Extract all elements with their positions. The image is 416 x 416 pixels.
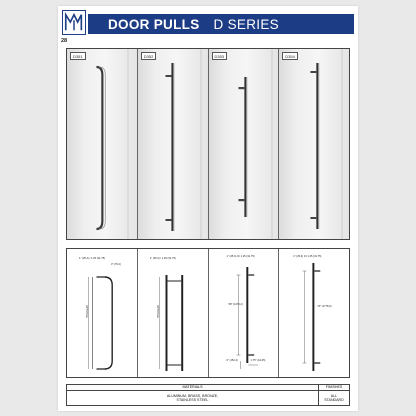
d354-top-dimension: 1" (25.4) Or 1.25 (31.75): [293, 255, 322, 258]
materials-value-line-1: ALUMINUM, BRASS, BRONZE,: [166, 393, 219, 398]
product-code-label: D353: [212, 52, 228, 60]
d352-drawing: [138, 249, 208, 377]
brand-logo: [62, 10, 86, 35]
materials-table: [66, 384, 350, 406]
finishes-cell: [319, 391, 349, 405]
d351-length-dimension: OPTIONAL: [85, 305, 88, 319]
d353-top-dimension: 1" (25.4) Or 1.25 (31.75): [226, 255, 255, 258]
finishes-column: [319, 385, 349, 405]
materials-column: [67, 385, 319, 405]
d354-length-dimension: 70" (1778.0): [317, 305, 332, 308]
d352-length-dimension: OPTIONAL: [155, 305, 159, 319]
d353-drawing: [209, 249, 279, 377]
photo-panel-d352: [138, 49, 209, 239]
photo-panel-d351: [67, 49, 138, 239]
d354-pull-photo: [279, 49, 349, 239]
page-number: 28: [61, 38, 68, 44]
header-bar: [88, 14, 354, 34]
d351-drawing: [67, 249, 137, 377]
materials-value-line-2: STAINLESS STEEL: [176, 398, 209, 402]
product-code-label: D352: [141, 52, 157, 60]
d351-width-dimension: 1" (25.4) / 1.25 (31.75): [79, 257, 106, 260]
series-name: D SERIES: [213, 16, 279, 32]
technical-drawing-row: [66, 248, 350, 378]
d351-projection-dimension: 3" (76.2): [111, 263, 121, 266]
drawing-panel-d351: [67, 249, 138, 377]
photo-panel-d354: [279, 49, 349, 239]
d354-drawing: [279, 249, 349, 377]
finishes-header: FINISHES: [319, 385, 349, 391]
drawing-panel-d352: [138, 249, 209, 377]
d353-length-dimension: 58" (1473.2): [228, 303, 243, 306]
d352-width-dimension: 1" (25.4) / 1.25 (31.75): [149, 257, 176, 260]
drawing-panel-d354: [279, 249, 349, 377]
d353-bottom-right-dimension: 1.75" (44.45): [250, 359, 266, 362]
catalog-page: [58, 6, 358, 411]
drawing-panel-d353: [209, 249, 280, 377]
logo-mark-icon: [63, 11, 85, 34]
d353-pull-photo: [209, 49, 279, 239]
product-code-label: D351: [70, 52, 86, 60]
d353-bottom-left-dimension: 6" (152.4): [226, 359, 238, 362]
photo-panel-d353: [209, 49, 280, 239]
d352-pull-photo: [138, 49, 208, 239]
page-title: DOOR PULLS: [108, 16, 200, 32]
d351-pull-photo: [67, 49, 137, 239]
finishes-value-line-1: ALL: [330, 393, 338, 398]
product-code-label: D354: [282, 52, 298, 60]
materials-header: MATERIALS: [67, 385, 318, 391]
finishes-value-line-2: STANDARD: [324, 398, 344, 402]
product-photo-row: [66, 48, 350, 240]
materials-cell: [67, 391, 318, 405]
